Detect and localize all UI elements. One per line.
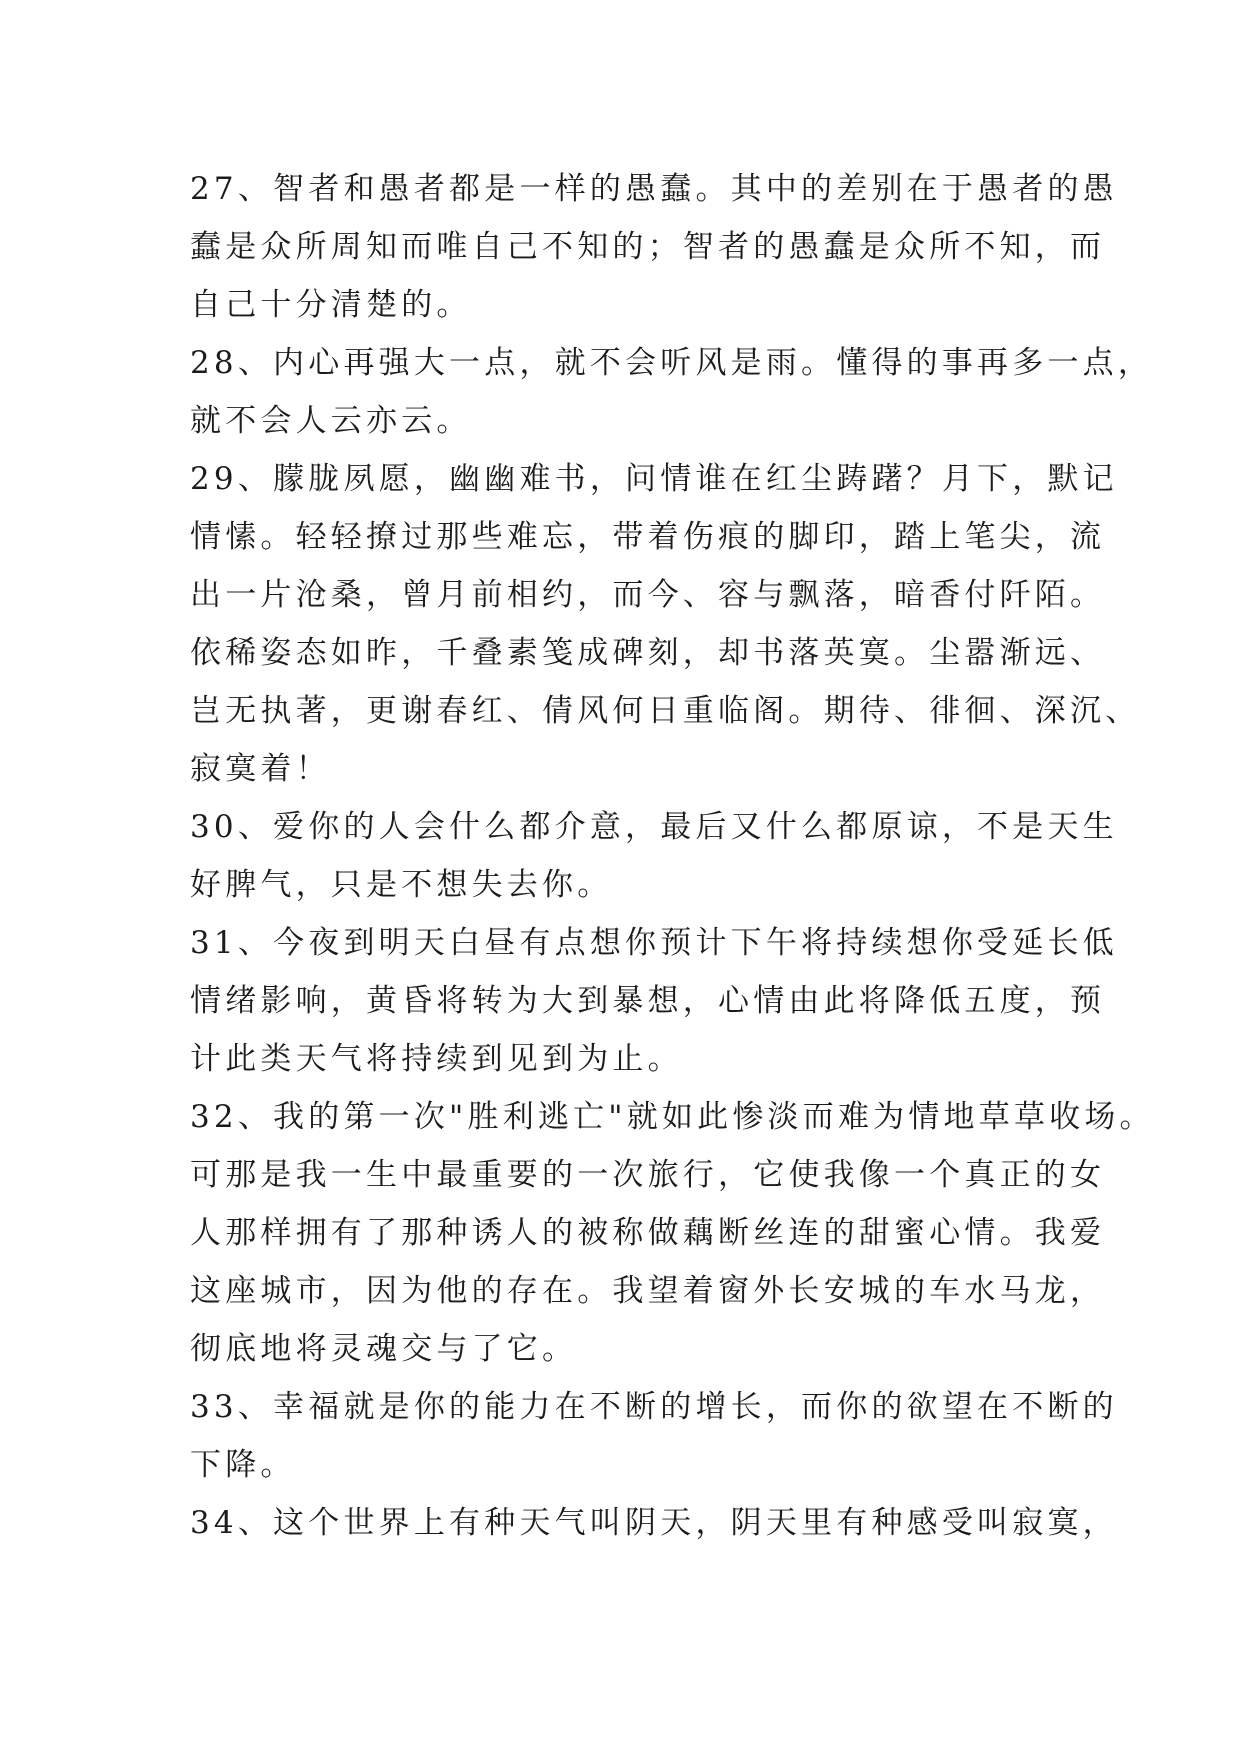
text-line: 34、这个世界上有种天气叫阴天，阴天里有种感受叫寂寞， xyxy=(190,1505,1118,1541)
text-line: 岂无执著，更谢春红、倩风何日重临阁。期待、徘徊、深沉、 xyxy=(190,693,1141,729)
text-line: 就不会人云亦云。 xyxy=(190,403,472,439)
text-body xyxy=(190,160,1155,1552)
text-line: 27、智者和愚者都是一样的愚蠢。其中的差别在于愚者的愚 xyxy=(190,171,1118,207)
text-line: 这座城市，因为他的存在。我望着窗外长安城的车水马龙， xyxy=(190,1273,1106,1309)
text-line: 32、我的第一次"胜利逃亡"就如此惨淡而难为情地草草收场。 xyxy=(190,1099,1155,1135)
text-line: 寂寞着！ xyxy=(190,751,331,787)
text-line: 下降。 xyxy=(190,1447,296,1483)
text-line: 彻底地将灵魂交与了它。 xyxy=(190,1331,578,1367)
text-line: 28、内心再强大一点，就不会听风是雨。懂得的事再多一点， xyxy=(190,345,1154,381)
text-line: 29、朦胧夙愿，幽幽难书，问情谁在红尘踌躇？月下，默记 xyxy=(190,461,1118,497)
text-line: 31、今夜到明天白昼有点想你预计下午将持续想你受延长低 xyxy=(190,925,1118,961)
text-line: 可那是我一生中最重要的一次旅行，它使我像一个真正的女 xyxy=(190,1157,1106,1193)
text-line: 计此类天气将持续到见到为止。 xyxy=(190,1041,683,1077)
text-line: 30、爱你的人会什么都介意，最后又什么都原谅，不是天生 xyxy=(190,809,1118,845)
text-line: 出一片沧桑，曾月前相约，而今、容与飘落，暗香付阡陌。 xyxy=(190,577,1106,613)
text-line: 情愫。轻轻撩过那些难忘，带着伤痕的脚印，踏上笔尖，流 xyxy=(190,519,1106,555)
text-line: 33、幸福就是你的能力在不断的增长，而你的欲望在不断的 xyxy=(190,1389,1118,1425)
text-line: 依稀姿态如昨，千叠素笺成碑刻，却书落英寞。尘嚣渐远、 xyxy=(190,635,1106,671)
text-line: 好脾气，只是不想失去你。 xyxy=(190,867,613,903)
text-line: 人那样拥有了那种诱人的被称做藕断丝连的甜蜜心情。我爱 xyxy=(190,1215,1106,1251)
text-line: 情绪影响，黄昏将转为大到暴想，心情由此将降低五度，预 xyxy=(190,983,1106,1019)
text-line: 蠢是众所周知而唯自己不知的；智者的愚蠢是众所不知，而 xyxy=(190,229,1106,265)
text-line: 自己十分清楚的。 xyxy=(190,287,472,323)
